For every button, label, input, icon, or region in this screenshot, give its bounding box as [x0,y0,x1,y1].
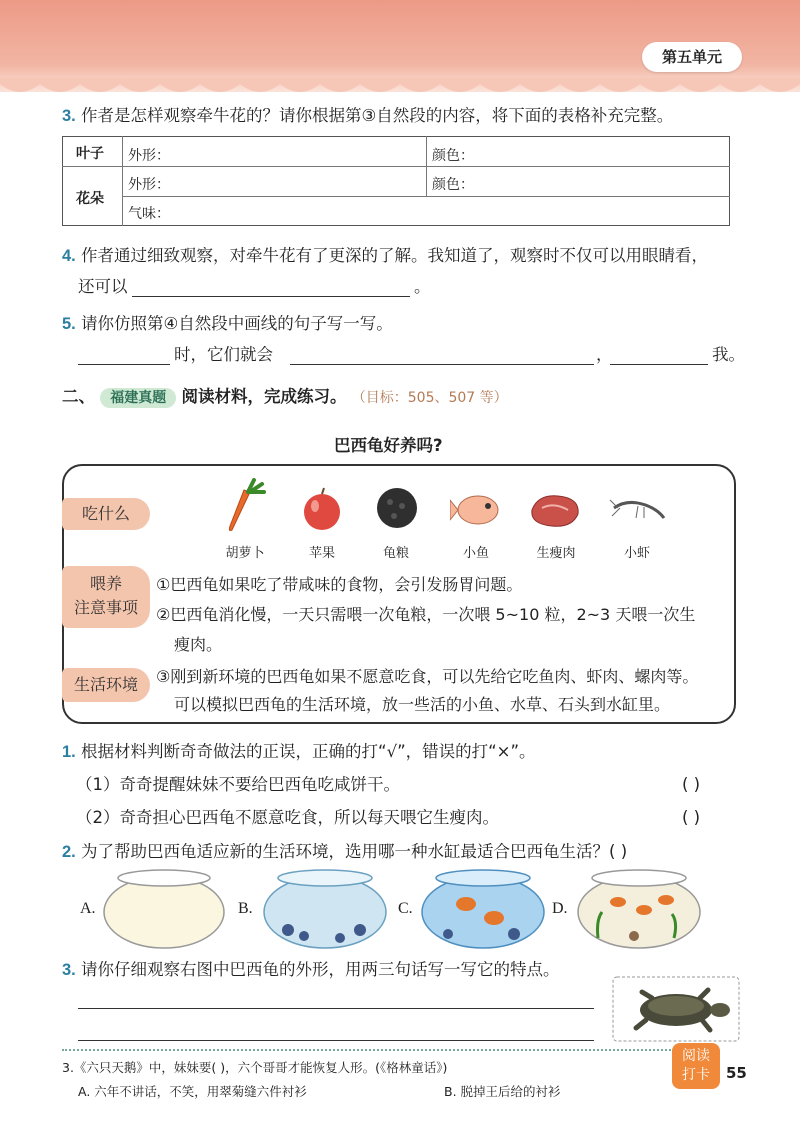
q3-text: 作者是怎样观察牵牛花的？请你根据第③自然段的内容，将下面的表格补充完整。 [81,106,674,125]
q3-question [62,104,673,128]
p1-item-2: （2）奇奇担心巴西龟不愿意吃食，所以每天喂它生瘦肉。 [76,808,499,827]
flower-shape-cell[interactable]: 外形： [128,177,170,193]
q5-number: 5. [62,315,76,333]
label-feeding-line2: 注意事项 [73,598,138,617]
lean-meat-icon [528,490,584,530]
small-fish-icon [450,490,502,530]
p1-text: 根据材料判断奇奇做法的正误，正确的打“√”，错误的打“×”。 [81,742,536,761]
leaf-shape-cell[interactable]: 外形： [128,148,170,164]
q5-question [62,312,393,336]
food-label: 生瘦肉 [536,546,576,561]
food-label: 胡萝卜 [225,546,265,561]
bowl-a-empty-icon[interactable] [100,864,228,950]
p2-question [62,840,627,864]
option-a-label[interactable]: A. [80,900,96,917]
footer-question: 3.《六只天鹅》中，妹妹要( )，六个哥哥才能恢复人形。(《格林童话》) [62,1060,448,1075]
carrot-icon [220,478,270,534]
p1-question [62,740,536,764]
label-feeding [62,566,150,628]
feed-line-2: ②巴西龟消化慢，一天只需喂一次龟粮，一次喂 5~10 粒，2~3 天喂一次生 [156,605,696,624]
option-c-label[interactable]: C. [398,900,413,917]
q5-end: 我。 [712,345,745,364]
q5-middle-text: 时，它们就会 [174,345,273,364]
q4-number: 4. [62,247,76,265]
small-shrimp-icon [608,494,668,524]
reading-checkin-badge[interactable] [672,1043,720,1089]
leaf-color-cell[interactable]: 颜色： [432,148,474,164]
material-title: 巴西龟好养吗? [334,436,443,455]
feed-line-3: 瘦肉。 [174,635,223,654]
section2-heading [62,385,508,410]
p1-number: 1. [62,743,76,761]
q4-line2-prefix: 还可以 [78,277,128,296]
section2-target: （目标：505、507 等） [351,390,508,406]
footer-divider [62,1049,678,1051]
footer-option-a: A. 六年不讲话，不笑，用翠菊缝六件衬衫 [78,1084,307,1099]
p3-answer-line-1[interactable] [78,1008,594,1009]
p1-item-1: （1）奇奇提醒妹妹不要给巴西龟吃咸饼干。 [76,775,400,794]
turtle-photo-icon [612,976,740,1042]
q5-blank-3[interactable] [610,364,708,365]
q5-blank-2[interactable] [290,364,594,365]
option-d-label[interactable]: D. [552,900,568,917]
section2-prefix: 二、 [62,387,95,406]
page-number: 55 [726,1064,747,1082]
food-label: 龟粮 [382,546,409,561]
unit-tag: 第五单元 [642,42,742,72]
p2-number: 2. [62,843,76,861]
p3-number: 3. [62,961,76,979]
env-line-1: ③刚到新环境的巴西龟如果不愿意吃食，可以先给它吃鱼肉、虾肉、螺肉等。 [156,667,699,686]
bowl-d-fish-plants-icon[interactable] [574,864,704,950]
p3-text: 请你仔细观察右图中巴西龟的外形，用两三句话写一写它的特点。 [81,960,560,979]
leaf-label: 叶子 [76,146,104,162]
p3-answer-line-2[interactable] [78,1040,594,1041]
p1-answer-box-2[interactable]: ( ) [682,808,701,827]
q5-comma: ， [596,345,613,364]
p2-text: 为了帮助巴西龟适应新的生活环境，选用哪一种水缸最适合巴西龟生活？( ) [81,842,628,861]
flower-smell-cell[interactable]: 气味： [128,206,170,222]
section2-title: 阅读材料，完成练习。 [181,387,347,406]
p3-question [62,958,560,982]
food-label: 苹果 [308,546,335,561]
bowl-c-fish-icon[interactable] [418,864,548,950]
flower-label: 花朵 [76,191,104,207]
q5-blank-1[interactable] [78,364,170,365]
label-eat: 吃什么 [62,498,150,530]
food-label: 小虾 [623,546,650,561]
env-line-2: 可以模拟巴西龟的生活环境，放一些活的小鱼、水草、石头到水缸里。 [174,695,671,714]
label-environment: 生活环境 [62,668,150,702]
turtle-food-icon [374,486,420,530]
table-col-divider [426,136,427,196]
table-row-divider [122,196,730,197]
q5-text: 请你仿照第④自然段中画线的句子写一写。 [81,314,393,333]
food-label: 小鱼 [462,546,489,561]
apple-icon [300,486,344,532]
option-b-label[interactable]: B. [238,900,253,917]
badge-line-2: 打卡 [682,1067,710,1083]
badge-line-1: 阅读 [682,1048,710,1064]
feed-line-1: ①巴西龟如果吃了带咸味的食物，会引发肠胃问题。 [156,575,523,594]
footer-option-b: B. 脱掉王后给的衬衫 [444,1084,561,1099]
q4-answer-blank[interactable] [132,296,410,297]
q3-number: 3. [62,107,76,125]
bowl-b-stones-icon[interactable] [260,864,390,950]
section2-tag: 福建真题 [100,388,176,408]
label-feeding-line1: 喂养 [89,574,122,593]
flower-color-cell[interactable]: 颜色： [432,177,474,193]
q4-question [62,244,708,268]
table-col-divider [122,136,123,226]
table-row-divider [62,166,730,167]
q4-line2-suffix: 。 [414,277,431,296]
q4-line1: 作者通过细致观察，对牵牛花有了更深的了解。我知道了，观察时不仅可以用眼睛看， [81,246,709,265]
p1-answer-box-1[interactable]: ( ) [682,775,701,794]
